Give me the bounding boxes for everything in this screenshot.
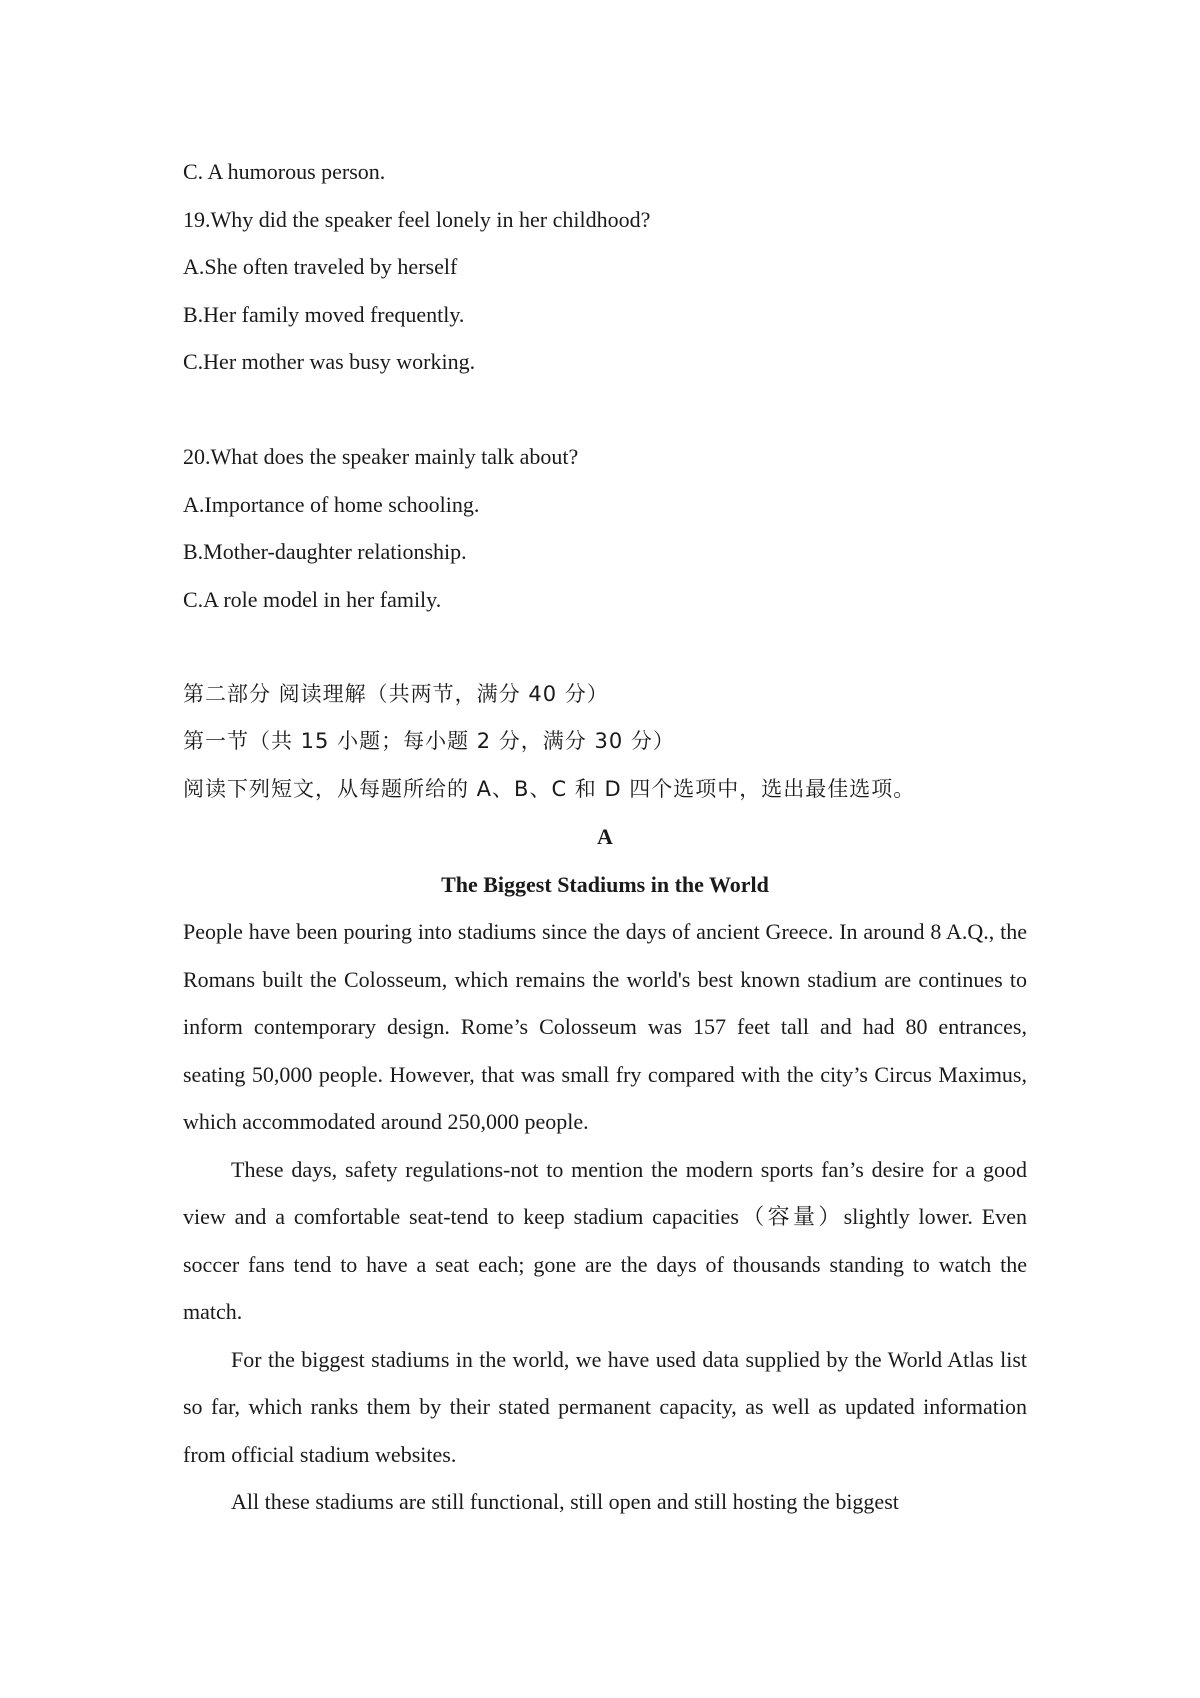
section-instructions: 阅读下列短文，从每题所给的 A、B、C 和 D 四个选项中，选出最佳选项。 — [183, 776, 916, 801]
spacer — [183, 386, 1027, 434]
q20-stem: 20.What does the speaker mainly talk about? — [183, 444, 579, 469]
passage-paragraph-1: People have been pouring into stadiums since the days of ancient Greece. In around 8 A.Q., the Romans built the Colosseum, which remains the world's best known stadium are continues to inform contemporary design. Rome’s Colosseum was 157 feet tall and had 80 entrances, seating 50,000 people. However, that was small fry compared with the city’s Circus Maximus, which accommodated around 250,000 people. — [183, 919, 1027, 1134]
section-part-title: 第二部分 阅读理解（共两节，满分 40 分） — [183, 681, 609, 706]
q20-option-b: B.Mother-daughter relationship. — [183, 539, 467, 564]
q19-option-a: A.She often traveled by herself — [183, 254, 458, 279]
document-content — [183, 148, 1027, 1526]
q20-option-a: A.Importance of home schooling. — [183, 491, 480, 517]
q19-stem: 19.Why did the speaker feel lonely in her childhood? — [183, 206, 651, 232]
passage-paragraph-4: All these stadiums are still functional, still open and still hosting the biggest — [231, 1489, 899, 1514]
passage-label: A — [597, 824, 613, 849]
passage-paragraph-2: These days, safety regulations-not to mention the modern sports fan’s desire for a good view and a comfortable seat-tend to keep stadium capacities（容量）slightly lower. Even soccer fans tend to have a seat each; gone are the days of thousands standing to watch the match. — [183, 1156, 1027, 1324]
spacer — [183, 623, 1027, 671]
section-sub-title: 第一节（共 15 小题；每小题 2 分，满分 30 分） — [183, 729, 675, 753]
q18-option-c: C. A humorous person. — [183, 159, 386, 184]
passage-title: The Biggest Stadiums in the World — [441, 871, 769, 897]
q19-option-b: B.Her family moved frequently. — [183, 301, 465, 327]
q20-option-c: C.A role model in her family. — [183, 586, 442, 612]
q19-option-c: C.Her mother was busy working. — [183, 349, 476, 374]
passage-paragraph-3: For the biggest stadiums in the world, we have used data supplied by the World Atlas list so far, which ranks them by their stated permanent capacity, as well as updated information from official stadium websites. — [183, 1346, 1027, 1467]
